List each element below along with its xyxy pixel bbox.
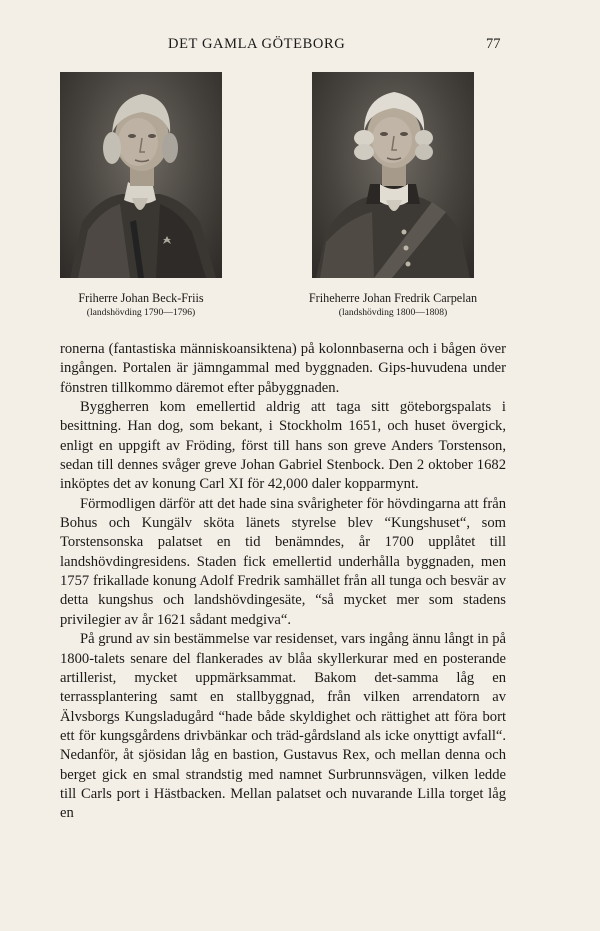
running-title: DET GAMLA GÖTEBORG <box>168 36 346 52</box>
caption-name: Friherre Johan Beck-Friis <box>78 291 204 305</box>
caption-carpelan <box>273 290 513 319</box>
caption-subtitle: (landshövding 1800—1808) <box>338 307 448 318</box>
paragraph: ronerna (fantastiska människoansiktena) på kolonnbaserna och i bågen över ingången. Portalen är jämngammal med byggnaden. Gips-huvudena under fönstren tillkommo däremot efter påbyggnaden. <box>60 341 506 396</box>
portrait-beck-friis <box>60 72 222 278</box>
body-text <box>60 340 506 824</box>
page-number: 77 <box>486 36 501 52</box>
running-header <box>0 36 600 56</box>
paragraph: Byggherren kom emellertid aldrig att taga sitt göteborgspalats i besittning. Han dog, som bekant, i Stockholm 1651, och huset övergick, enligt en uppgift av Fröding, först till hans son greve Anders Torstenson, sedan till dennes svåger greve Johan Gabriel Stenbock. Den 2 oktober 1682 inköptes det av konung Carl XI för 42,000 daler kopparmynt. <box>60 399 506 493</box>
paragraph: På grund av sin bestämmelse var residenset, vars ingång ännu långt in på 1800-talets senare del flankerades av blåa skyllerkurar med en posterande artillerist, mycket uppmärksammat. Bakom det-samma låg en terrassplantering samt en stallbyggnad, från vilken arrendatorn av Älvsborgs Kungsladugård “hade både skyldighet och rättighet att föra bort ett för kungsgårdens drivbänkar och träd-gårdsland als icke onyttigt avfall“. Nedanför, åt sjösidan låg en bastion, Gustavus Rex, och mellan denna och berget gick en smal strandstig med namnet Surbrunnsvägen, vilken ledde till Carls port i Hästbacken. Mellan palatset och nuvarande Lilla torget låg en <box>60 631 506 822</box>
caption-name: Friheherre Johan Fredrik Carpelan <box>308 291 478 305</box>
paragraph: Förmodligen därför att det hade sina svårigheter för hövdingarna att från Bohus och Kungälv sköta länets styrelse blev “Kungshuset“, som Torstensonska palatset en tid benämndes, år 1700 upplåtet till landshövdingresidens. Staden fick emellertid underhålla byggnaden, men 1757 frikallade konung Adolf Fredrik samhället från all tunga och besvär av detta kungshus och landshövdingesäte, “så mycket mer som stadens privilegier av år 1621 sådant medgiva“. <box>60 495 506 628</box>
portrait-carpelan <box>312 72 474 278</box>
portrait-carpelan-image <box>312 72 474 278</box>
caption-subtitle: (landshövding 1790—1796) <box>86 307 196 318</box>
portrait-beck-friis-image <box>60 72 222 278</box>
caption-beck-friis <box>21 290 261 319</box>
